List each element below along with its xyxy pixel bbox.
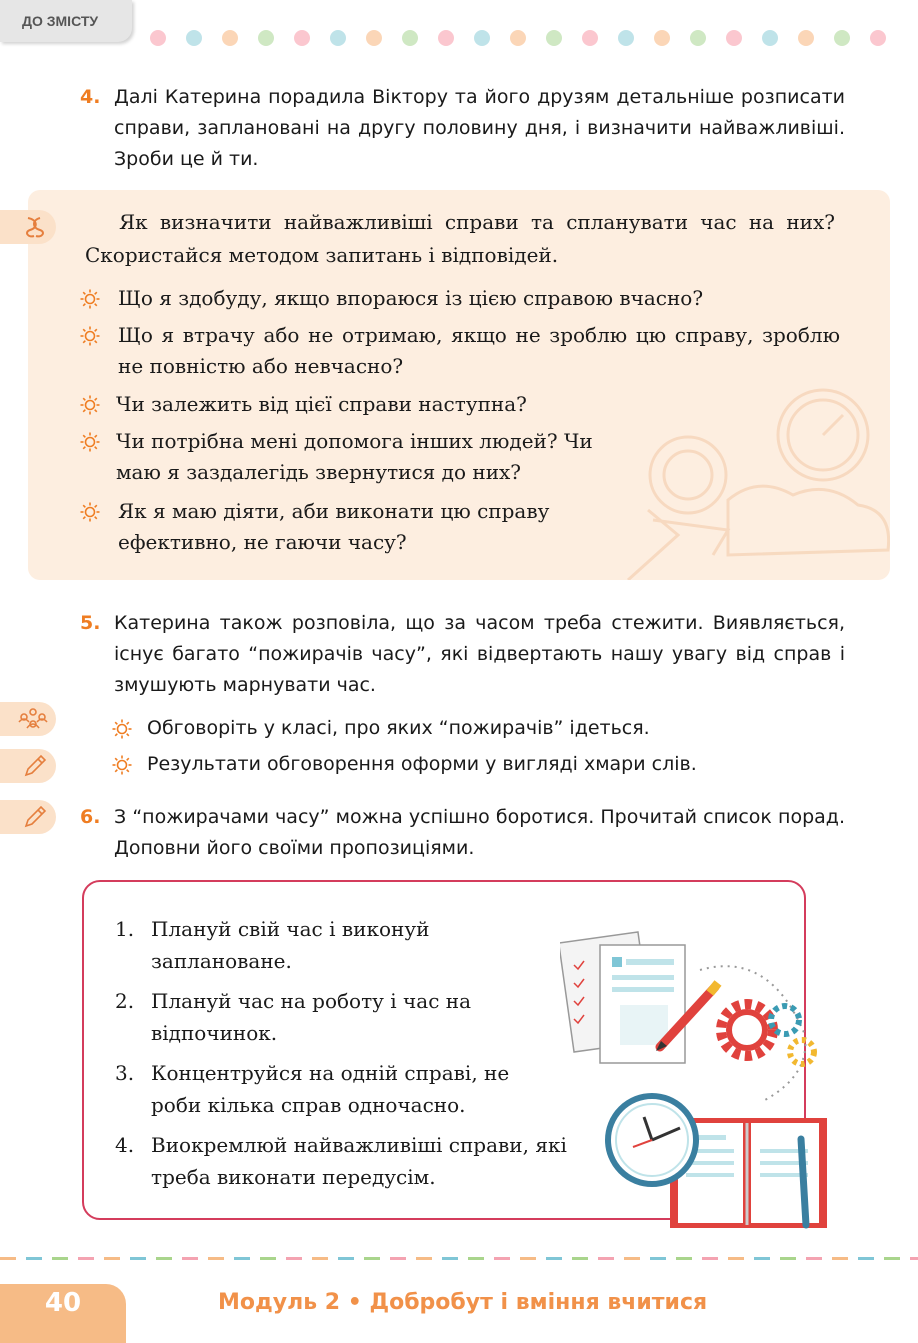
decor-dot [618, 30, 634, 46]
decor-dot [402, 30, 418, 46]
footer-dash [0, 1257, 16, 1260]
page-number: 40 [0, 1284, 126, 1343]
footer-dash [78, 1257, 94, 1260]
decor-dot [834, 30, 850, 46]
sun-bullet-icon [80, 430, 100, 461]
question-item [80, 320, 840, 382]
decor-dot [798, 30, 814, 46]
tip-number: 1. [115, 917, 135, 941]
footer-dash [312, 1257, 328, 1260]
footer-dash [598, 1257, 614, 1260]
question-text: Чи залежить від цієї справи наступна? [116, 392, 527, 416]
toc-link[interactable]: ДО ЗМІСТУ [0, 0, 132, 42]
footer-dashed-line [0, 1257, 918, 1261]
decor-dot [186, 30, 202, 46]
footer-dash [468, 1257, 484, 1260]
side-tab-knot [0, 210, 56, 244]
footer-dash [806, 1257, 822, 1260]
task-text: Катерина також розповіла, що за часом треба стежити. Виявляється, існує багато “пожирачів часу”, які відвертають нашу увагу від справ і змушують марнувати час. [114, 612, 845, 696]
task-number: 6. [80, 806, 101, 828]
footer-dash [338, 1257, 354, 1260]
footer-dash [234, 1257, 250, 1260]
footer-dash [442, 1257, 458, 1260]
decor-dot [474, 30, 490, 46]
question-text: Що я здобуду, якщо впораюся із цією справою вчасно? [118, 286, 704, 310]
footer-dash [780, 1257, 796, 1260]
footer-dash [546, 1257, 562, 1260]
footer-dash [702, 1257, 718, 1260]
side-tab-pencil [0, 749, 56, 783]
decor-dot [726, 30, 742, 46]
tip-text: Виокремлюй найважливіші справи, які треба виконати передусім. [151, 1133, 567, 1189]
footer-dash [104, 1257, 120, 1260]
task-number: 5. [80, 612, 101, 634]
tip-text: Плануй свій час і виконуй заплановане. [151, 917, 430, 973]
footer-dash [130, 1257, 146, 1260]
footer-dash [52, 1257, 68, 1260]
footer-dash [416, 1257, 432, 1260]
decor-dot [546, 30, 562, 46]
footer-title: Модуль 2 • Добробут і вміння вчитися [218, 1290, 708, 1315]
footer-dash [910, 1257, 918, 1260]
tip-item [115, 985, 595, 1049]
question-item [80, 389, 840, 420]
discussion-text: Обговоріть у класі, про яких “пожирачів” ідеться. [147, 717, 650, 739]
decor-dot [366, 30, 382, 46]
knot-icon [22, 214, 48, 240]
sun-bullet-icon [112, 718, 132, 748]
footer-dash [208, 1257, 224, 1260]
task-6 [80, 802, 845, 864]
decor-dot [582, 30, 598, 46]
decor-dot [870, 30, 886, 46]
discussion-text: Результати обговорення оформи у вигляді хмари слів. [147, 753, 697, 775]
decor-dot [294, 30, 310, 46]
question-text: Як я маю діяти, аби виконати цю справу ефективно, не гаючи часу? [118, 499, 550, 554]
footer-dash [624, 1257, 640, 1260]
decor-dot [690, 30, 706, 46]
decor-dot [654, 30, 670, 46]
task-text: З “пожирачами часу” можна успішно боротися. Прочитай список порад. Доповни його своїми пропозиціями. [114, 806, 845, 859]
question-text: Чи потрібна мені допомога інших людей? Чи маю я заздалегідь звернутися до них? [116, 429, 593, 484]
tip-item [115, 1129, 595, 1193]
tip-text: Плануй час на роботу і час на відпочинок. [151, 989, 471, 1045]
decor-dot [438, 30, 454, 46]
decor-dot [330, 30, 346, 46]
task-text: Далі Катерина порадила Віктору та його друзям детальніше розписати справи, заплановані на другу половину дня, і визначити найважливіші. Зроби це й ти. [114, 86, 845, 170]
tip-text: Концентруйся на одній справі, не роби кілька справ одночасно. [151, 1061, 510, 1117]
task-4 [80, 82, 845, 175]
tip-number: 3. [115, 1061, 135, 1085]
footer-dash [260, 1257, 276, 1260]
footer-dash [26, 1257, 42, 1260]
decor-dot [150, 30, 166, 46]
clock-icon [608, 1096, 696, 1184]
sun-bullet-icon [80, 500, 100, 531]
decor-dot [762, 30, 778, 46]
footer-dash [286, 1257, 302, 1260]
question-item [80, 426, 640, 488]
side-tab-group [0, 702, 56, 736]
question-text: Що я втрачу або не отримаю, якщо не зроблю цю справу, зроблю не повністю або невчасно? [118, 323, 840, 378]
planning-illustration [560, 925, 840, 1235]
footer-dash [182, 1257, 198, 1260]
footer-dash [832, 1257, 848, 1260]
task-5 [80, 608, 845, 701]
footer-dash [572, 1257, 588, 1260]
decor-dot [258, 30, 274, 46]
footer-dash [858, 1257, 874, 1260]
footer-dash [494, 1257, 510, 1260]
footer-dash [364, 1257, 380, 1260]
discussion-item [112, 749, 852, 779]
task-number: 4. [80, 86, 101, 108]
tip-intro: Як визначити найважливіші справи та спланувати час на них? Скористайся методом запитань і відповідей. [85, 210, 835, 267]
question-item [80, 496, 620, 558]
sun-bullet-icon [80, 393, 100, 424]
side-tab-pencil [0, 800, 56, 834]
tip-number: 4. [115, 1133, 135, 1157]
footer-dash [884, 1257, 900, 1260]
footer-dash [650, 1257, 666, 1260]
group-work-icon [18, 706, 48, 732]
discussion-item [112, 713, 852, 743]
footer-dash [754, 1257, 770, 1260]
sun-bullet-icon [80, 324, 100, 355]
decor-dot [510, 30, 526, 46]
pencil-icon [22, 753, 48, 779]
sun-bullet-icon [80, 287, 100, 318]
pencil-icon [22, 804, 48, 830]
sun-bullet-icon [112, 754, 132, 784]
question-item [80, 283, 840, 314]
tip-item [115, 913, 595, 977]
footer-dash [390, 1257, 406, 1260]
tip-number: 2. [115, 989, 135, 1013]
decor-dot [222, 30, 238, 46]
decorative-dots [150, 30, 910, 46]
footer-dash [156, 1257, 172, 1260]
footer-dash [728, 1257, 744, 1260]
tip-item [115, 1057, 595, 1121]
footer-dash [676, 1257, 692, 1260]
gears-icon [721, 1004, 814, 1064]
footer-dash [520, 1257, 536, 1260]
